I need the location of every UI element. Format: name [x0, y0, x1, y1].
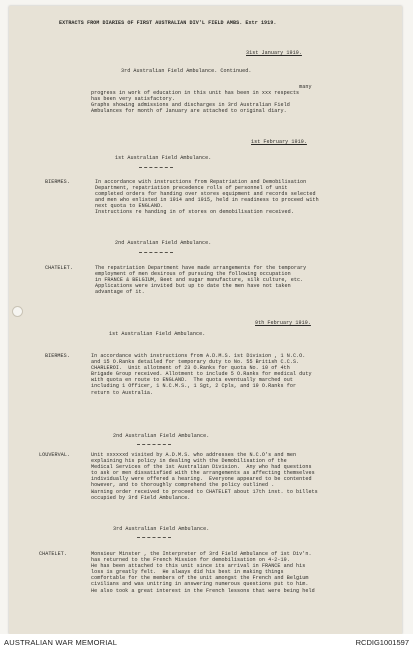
unit-heading-underline: [137, 444, 171, 445]
section-unit-heading: 3rd Australian Field Ambulance.: [113, 526, 210, 532]
unit-heading-underline: [139, 252, 173, 253]
archive-footer: [0, 634, 413, 653]
section-unit-heading: 2nd Australian Field Ambulance.: [115, 240, 212, 246]
section-date: 31st January 1919.: [246, 50, 302, 56]
entry-text: many progress in work of education in this unit has been in xxx respects has been very satisfactory. Graphs showing admissions and discharges in 3rd Australian Field Ambulances for month of January are attached to original diary.: [91, 84, 312, 115]
entry-text: Monsieur Minster , the Interpreter of 3rd Field Ambulance of 1st Div'n. has returned to the French Mission for demobilisation on 4-2-19. He has been attached to this unit since its arrival in FRANCE and his loss is greatly felt. He always did his best in making things comfortable for the members of the unit amongst the French and Belgium civilians and was unitring in answering numerous questions put to him. He also took a great interest in the French lessons that were being held: [91, 551, 315, 594]
document-header-title: EXTRACTS FROM DIARIES OF FIRST AUSTRALIAN DIV'L FIELD AMBS. Extr 1919.: [59, 20, 277, 26]
entry-text: In accordance with instructions from Repatriation and Demobilisation Department, repatriation precedence rolls of personnel of unit completed orders for handing over stores equipment and records selected and men who enlisted in 1914 and 1915, held in readiness to proceed with next quota to ENGLAND. Instructions re handing in of stores on demobilisation received.: [95, 179, 319, 216]
entry-text: Unit xxxxxxd visited by A.D.M.S. who addresses the N.C.O's and men explaining his policy in dealing with the Demobilisation of the Medical Services of the 1st Australian Division. Any who had questions to ask or men dissatisfied with the arrangements as affecting themselves individually were offered a hearing. Everyone appeared to be contented however, and to thoroughly comprehend the policy outlined . Warning order received to proceed to CHATELET about 17th inst. to billets occupied by 3rd Field Ambulance.: [91, 452, 318, 501]
unit-heading-underline: [137, 537, 171, 538]
entry-text: In accordance with instructions from A.D.M.S. 1st Division , 1 N.C.O. and 15 O.Ranks detailed for temporary duty to No. 55 British C.C.S. CHARLEROI. Unit allotment of 23 O.Ranks for quota No. 10 of 4th Brigade Group received. Allotment to include 5 O.Ranks for medical duty with quota en route to ENGLAND. The quota eventually marched out including 1 Officer, 1 N.C.M.S., 1 Sgt, 2 Cpls, and 19 O.Ranks for return to Australia.: [91, 353, 312, 396]
section-date: 9th February 1919.: [255, 320, 311, 326]
section-unit-heading: 1st Australian Field Ambulance.: [109, 331, 206, 337]
entry-place: CHATELET.: [39, 551, 67, 557]
entry-place: LOUVERVAL.: [39, 452, 71, 458]
footer-record-id: RCDIG1001597: [355, 638, 409, 647]
section-unit-heading: 2nd Australian Field Ambulance.: [113, 433, 210, 439]
footer-institution: AUSTRALIAN WAR MEMORIAL: [4, 638, 118, 647]
section-unit-heading: 3rd Australian Field Ambulance. Continued.: [121, 68, 252, 74]
binder-hole: [12, 306, 23, 317]
entry-place: BIERMES.: [45, 179, 70, 185]
section-date: 1st February 1919.: [251, 139, 307, 145]
entry-place: CHATELET.: [45, 265, 73, 271]
entry-place: BIERMES.: [45, 353, 70, 359]
entry-text: The repatriation Department have made arrangements for the temporary employment of men desirous of pursuing the following occupation in FRANCE & BELGIUM, Beet and sugar manufacture, silk culture, etc. Applications were invited but up to date the men have not taken advantage of it.: [95, 265, 307, 296]
unit-heading-underline: [139, 167, 173, 168]
document-page: [9, 6, 402, 634]
section-unit-heading: 1st Australian Field Ambulance.: [115, 155, 212, 161]
